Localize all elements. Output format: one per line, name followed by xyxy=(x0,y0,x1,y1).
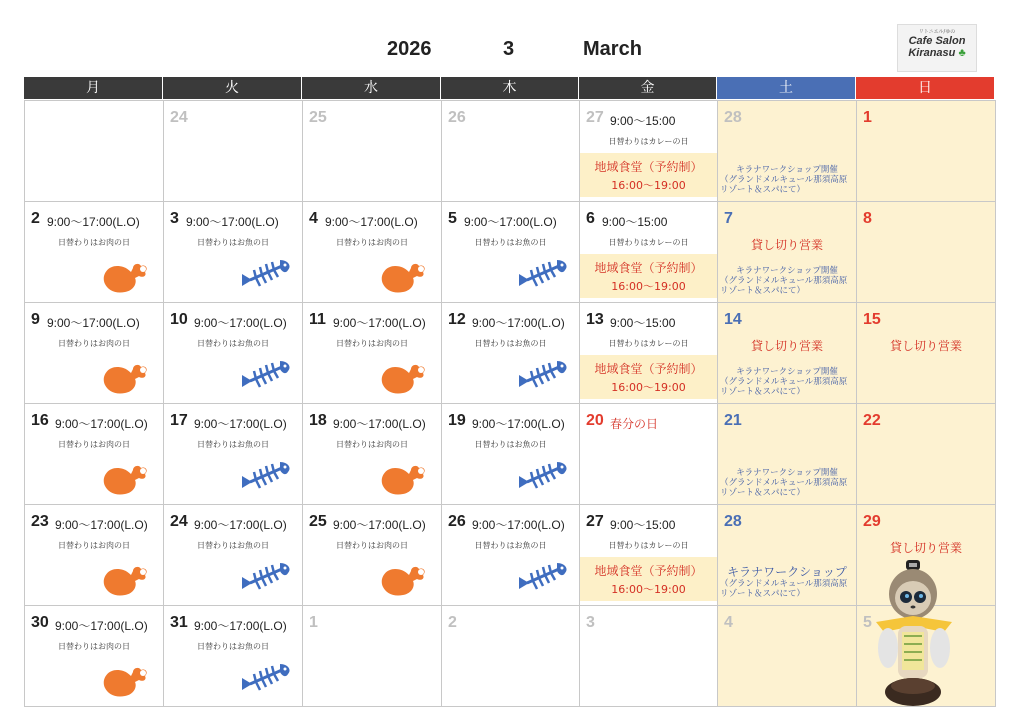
opening-hours: 9:00～15:00 xyxy=(610,114,676,128)
workshop-info xyxy=(720,468,854,498)
canteen-hours: 16:00～19:00 xyxy=(611,280,686,293)
day-number: 21 xyxy=(724,412,742,429)
day-number: 25 xyxy=(309,109,327,126)
daily-special: 日替わりはお魚の日 xyxy=(197,541,269,550)
daily-special: 日替わりはお魚の日 xyxy=(474,238,547,247)
canteen-hours: 16:00～19:00 xyxy=(611,179,686,192)
daily-special: 日替わりはお魚の日 xyxy=(197,642,269,651)
day-cell xyxy=(579,504,718,606)
day-number: 28 xyxy=(724,513,742,530)
workshop-info xyxy=(720,266,854,296)
day-number: 25 xyxy=(309,513,327,530)
daily-special: 日替わりはお魚の日 xyxy=(197,339,269,348)
meat-icon xyxy=(99,456,151,496)
daily-special: 日替わりはお肉の日 xyxy=(58,541,130,550)
workshop-place-2: リゾート＆スパにて） xyxy=(720,589,806,599)
day-cell xyxy=(717,302,857,404)
community-canteen xyxy=(580,153,717,197)
fish-icon xyxy=(240,256,292,296)
opening-hours: 9:00～17:00(L.O) xyxy=(55,619,148,633)
fish-icon xyxy=(240,660,292,700)
day-number: 27 xyxy=(586,109,604,126)
opening-hours: 9:00～17:00(L.O) xyxy=(194,316,287,330)
opening-hours: 9:00～17:00(L.O) xyxy=(472,316,565,330)
private-charter: 貸し切り営業 xyxy=(750,339,823,353)
day-number: 1 xyxy=(309,614,318,631)
day-cell xyxy=(856,100,996,202)
day-number: 30 xyxy=(31,614,49,631)
meat-icon xyxy=(377,254,429,294)
year: 2026 xyxy=(387,38,432,60)
community-canteen xyxy=(580,557,717,601)
clover-icon: ♣ xyxy=(958,47,966,59)
day-number: 5 xyxy=(863,614,872,631)
day-cell xyxy=(302,605,442,707)
day-number: 19 xyxy=(448,412,466,429)
day-number: 3 xyxy=(170,210,179,227)
opening-hours: 9:00～15:00 xyxy=(610,518,676,532)
day-number: 29 xyxy=(863,513,881,530)
daily-special: 日替わりはお魚の日 xyxy=(474,339,547,348)
day-cell xyxy=(717,504,857,606)
canteen-hours: 16:00～19:00 xyxy=(611,583,686,596)
canteen-title: 地域食堂（予約制） xyxy=(594,261,703,275)
canteen-title: 地域食堂（予約制） xyxy=(594,160,703,174)
day-cell xyxy=(163,504,303,606)
month-name: March xyxy=(583,38,642,60)
day-cell xyxy=(441,504,580,606)
weekday-header-0: 月 xyxy=(24,77,162,99)
day-number: 14 xyxy=(724,311,742,328)
meat-icon xyxy=(377,557,429,597)
weekday-header-6: 日 xyxy=(856,77,994,99)
daily-special: 日替わりはお肉の日 xyxy=(58,238,130,247)
day-cell xyxy=(302,100,442,202)
opening-hours: 9:00～17:00(L.O) xyxy=(325,215,418,229)
day-cell xyxy=(579,403,718,505)
canteen-hours: 16:00～19:00 xyxy=(611,381,686,394)
day-number: 17 xyxy=(170,412,188,429)
fish-icon xyxy=(240,458,292,498)
private-charter: 貸し切り営業 xyxy=(889,339,962,353)
workshop-place-1: （グランドメルキュール那須高原 xyxy=(720,377,848,387)
workshop-title: キラナワークショップ開催 xyxy=(736,266,838,276)
day-number: 28 xyxy=(724,109,742,126)
workshop-place-2: リゾート＆スパにて） xyxy=(720,286,806,296)
opening-hours: 9:00～17:00(L.O) xyxy=(472,518,565,532)
logo-small-text: リトニエル/ゆの xyxy=(918,29,956,35)
day-number: 15 xyxy=(863,311,881,328)
fish-icon xyxy=(517,256,569,296)
workshop-place-2: リゾート＆スパにて） xyxy=(720,488,806,498)
day-number: 9 xyxy=(31,311,40,328)
day-cell xyxy=(24,605,164,707)
day-number: 5 xyxy=(448,210,457,227)
daily-special: 日替わりはお肉の日 xyxy=(58,642,130,651)
daily-special: 日替わりはお肉の日 xyxy=(336,440,408,449)
day-cell xyxy=(302,403,442,505)
opening-hours: 9:00～17:00(L.O) xyxy=(186,215,279,229)
opening-hours: 9:00～15:00 xyxy=(602,215,668,229)
day-number: 16 xyxy=(31,412,49,429)
daily-special: 日替わりはお魚の日 xyxy=(474,440,547,449)
day-number: 2 xyxy=(448,614,457,631)
logo-line-2: Kiranasu ♣ xyxy=(908,47,966,59)
day-number: 3 xyxy=(586,614,595,631)
meat-icon xyxy=(377,456,429,496)
meat-icon xyxy=(99,355,151,395)
lovot-robot-image xyxy=(866,560,962,708)
day-cell xyxy=(163,302,303,404)
opening-hours: 9:00～17:00(L.O) xyxy=(194,417,287,431)
day-cell xyxy=(717,403,857,505)
day-cell xyxy=(163,100,303,202)
canteen-title: 地域食堂（予約制） xyxy=(594,362,703,376)
day-cell xyxy=(856,201,996,303)
day-number: 6 xyxy=(586,210,595,227)
workshop-title: キラナワークショップ開催 xyxy=(736,468,838,478)
day-cell xyxy=(579,605,718,707)
workshop-place-1: （グランドメルキュール那須高原 xyxy=(720,478,848,488)
day-cell xyxy=(24,403,164,505)
workshop-title: キラナワークショップ開催 xyxy=(736,165,838,175)
day-cell xyxy=(163,605,303,707)
day-number: 11 xyxy=(309,311,326,328)
workshop-info xyxy=(720,165,854,195)
canteen-title: 地域食堂（予約制） xyxy=(594,564,703,578)
opening-hours: 9:00～15:00 xyxy=(610,316,676,330)
day-cell xyxy=(441,605,580,707)
day-cell xyxy=(441,403,580,505)
workshop-place-2: リゾート＆スパにて） xyxy=(720,185,806,195)
day-cell xyxy=(717,605,857,707)
daily-special: 日替わりはカレーの日 xyxy=(608,541,689,550)
private-charter: 貸し切り営業 xyxy=(750,238,823,252)
day-number: 8 xyxy=(863,210,872,227)
day-cell xyxy=(24,100,164,202)
weekday-header-3: 木 xyxy=(441,77,578,99)
workshop-place-1: （グランドメルキュール那須高原 xyxy=(720,175,848,185)
opening-hours: 9:00～17:00(L.O) xyxy=(55,417,148,431)
logo-line-1: Cafe Salon xyxy=(908,35,966,47)
day-number: 27 xyxy=(586,513,604,530)
day-number: 20 xyxy=(586,412,604,429)
day-cell xyxy=(579,100,718,202)
fish-icon xyxy=(240,559,292,599)
daily-special: 日替わりはお魚の日 xyxy=(197,238,269,247)
fish-icon xyxy=(517,357,569,397)
daily-special: 日替わりはお肉の日 xyxy=(336,339,408,348)
opening-hours: 9:00～17:00(L.O) xyxy=(464,215,557,229)
day-number: 7 xyxy=(724,210,733,227)
meat-icon xyxy=(377,355,429,395)
day-cell xyxy=(24,201,164,303)
day-cell xyxy=(856,403,996,505)
community-canteen xyxy=(580,355,717,399)
day-number: 13 xyxy=(586,311,604,328)
opening-hours: 9:00～17:00(L.O) xyxy=(194,619,287,633)
daily-special: 日替わりはお肉の日 xyxy=(58,339,130,348)
opening-hours: 9:00～17:00(L.O) xyxy=(333,518,426,532)
daily-special: 日替わりはカレーの日 xyxy=(608,339,689,348)
weekday-header-1: 火 xyxy=(163,77,301,99)
day-number: 4 xyxy=(309,210,318,227)
private-charter: 貸し切り営業 xyxy=(889,541,962,555)
day-cell xyxy=(302,201,442,303)
daily-special: 日替わりはカレーの日 xyxy=(608,137,689,146)
daily-special: 日替わりはお魚の日 xyxy=(474,541,547,550)
daily-special: 日替わりはカレーの日 xyxy=(608,238,689,247)
month-number: 3 xyxy=(503,38,515,60)
day-cell xyxy=(302,504,442,606)
day-cell xyxy=(441,201,580,303)
weekday-header-4: 金 xyxy=(579,77,716,99)
fish-icon xyxy=(240,357,292,397)
day-cell xyxy=(579,201,718,303)
day-number: 12 xyxy=(448,311,466,328)
day-cell xyxy=(441,302,580,404)
day-number: 24 xyxy=(170,513,188,530)
day-cell xyxy=(24,302,164,404)
opening-hours: 9:00～17:00(L.O) xyxy=(47,215,140,229)
weekday-header-5: 土 xyxy=(717,77,855,99)
day-number: 22 xyxy=(863,412,881,429)
opening-hours: 9:00～17:00(L.O) xyxy=(194,518,287,532)
day-cell xyxy=(24,504,164,606)
opening-hours: 9:00～17:00(L.O) xyxy=(472,417,565,431)
workshop-info xyxy=(720,367,854,397)
fish-icon xyxy=(517,559,569,599)
day-cell xyxy=(717,201,857,303)
daily-special: 日替わりはお肉の日 xyxy=(336,238,408,247)
opening-hours: 9:00～17:00(L.O) xyxy=(55,518,148,532)
meat-icon xyxy=(99,658,151,698)
day-number: 31 xyxy=(170,614,188,631)
weekday-header-2: 水 xyxy=(302,77,440,99)
day-number: 26 xyxy=(448,109,466,126)
day-number: 1 xyxy=(863,109,872,126)
workshop-info xyxy=(720,579,854,599)
day-number: 2 xyxy=(31,210,40,227)
day-cell xyxy=(302,302,442,404)
day-cell xyxy=(441,100,580,202)
day-cell xyxy=(717,100,857,202)
day-number: 4 xyxy=(724,614,733,631)
fish-icon xyxy=(517,458,569,498)
day-number: 26 xyxy=(448,513,466,530)
workshop-place-1: （グランドメルキュール那須高原 xyxy=(720,276,848,286)
day-cell xyxy=(163,201,303,303)
meat-icon xyxy=(99,557,151,597)
daily-special: 日替わりはお肉の日 xyxy=(58,440,130,449)
day-number: 10 xyxy=(170,311,188,328)
daily-special: 日替わりはお肉の日 xyxy=(336,541,408,550)
workshop-place-1: （グランドメルキュール那須高原 xyxy=(720,579,848,589)
community-canteen xyxy=(580,254,717,298)
holiday-name: 春分の日 xyxy=(610,417,659,431)
cafe-logo xyxy=(897,24,977,72)
daily-special: 日替わりはお魚の日 xyxy=(197,440,269,449)
meat-icon xyxy=(99,254,151,294)
day-number: 23 xyxy=(31,513,49,530)
workshop-title: キラナワークショップ開催 xyxy=(736,367,838,377)
opening-hours: 9:00～17:00(L.O) xyxy=(47,316,140,330)
workshop-place-2: リゾート＆スパにて） xyxy=(720,387,806,397)
day-cell xyxy=(579,302,718,404)
workshop-title: キラナワークショップ xyxy=(727,565,847,579)
opening-hours: 9:00～17:00(L.O) xyxy=(333,316,426,330)
day-number: 24 xyxy=(170,109,188,126)
day-cell xyxy=(163,403,303,505)
day-number: 18 xyxy=(309,412,327,429)
opening-hours: 9:00～17:00(L.O) xyxy=(333,417,426,431)
day-cell xyxy=(856,302,996,404)
